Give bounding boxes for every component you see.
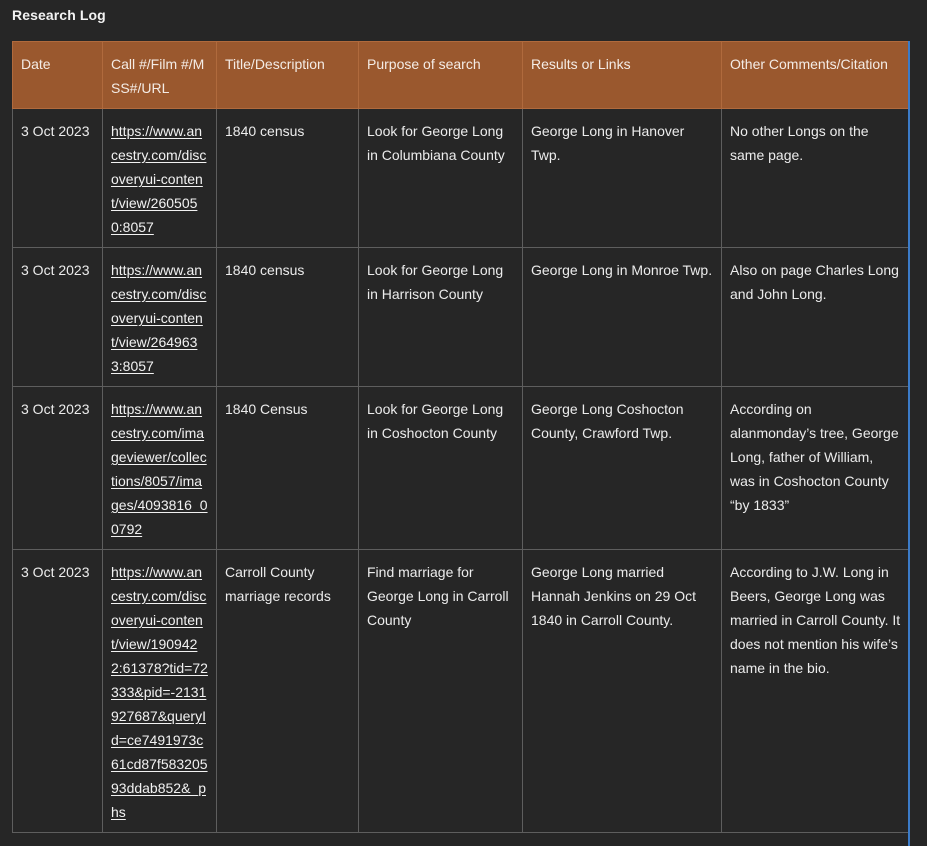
cell-title: 1840 census [217, 248, 359, 387]
cell-comments: According to J.W. Long in Beers, George Long was married in Carroll County. It does not mention his wife’s name in the bio. [722, 550, 910, 833]
cell-date: 3 Oct 2023 [13, 550, 103, 833]
cell-title: 1840 Census [217, 387, 359, 550]
research-log-table-container [12, 41, 910, 846]
cell-purpose: Find marriage for George Long in Carroll County [359, 550, 523, 833]
cell-date: 3 Oct 2023 [13, 109, 103, 248]
table-row [13, 550, 910, 833]
cell-comments: Also on page Charles Long and John Long. [722, 248, 910, 387]
cell-purpose: Look for George Long in Harrison County [359, 248, 523, 387]
url-link[interactable]: https://www.ancestry.com/discoveryui-content/view/1909422:61378?tid=72333&pid=-2131927687&queryId=ce7491973c61cd87f58320593ddab852&_phs [111, 564, 208, 820]
cell-comments: No other Longs on the same page. [722, 109, 910, 248]
cell-call-number [103, 248, 217, 387]
url-link[interactable]: https://www.ancestry.com/imageviewer/collections/8057/images/4093816_00792 [111, 401, 208, 537]
cell-purpose: Look for George Long in Columbiana County [359, 109, 523, 248]
table-row [13, 387, 910, 550]
cell-results: George Long Coshocton County, Crawford Twp. [523, 387, 722, 550]
cell-date: 3 Oct 2023 [13, 248, 103, 387]
column-header-call-number: Call #/Film #/MSS#/URL [103, 42, 217, 109]
research-log-table [12, 41, 910, 833]
table-row [13, 248, 910, 387]
cell-purpose: Look for George Long in Coshocton County [359, 387, 523, 550]
table-header-row [13, 42, 910, 109]
cell-results: George Long in Hanover Twp. [523, 109, 722, 248]
cell-call-number [103, 387, 217, 550]
url-link[interactable]: https://www.ancestry.com/discoveryui-content/view/2605050:8057 [111, 123, 207, 235]
table-row [13, 109, 910, 248]
cell-call-number [103, 109, 217, 248]
column-header-date: Date [13, 42, 103, 109]
column-header-comments: Other Comments/Citation [722, 42, 910, 109]
column-header-purpose: Purpose of search [359, 42, 523, 109]
cell-comments: According on alanmonday’s tree, George Long, father of William, was in Coshocton County “by 1833” [722, 387, 910, 550]
url-link[interactable]: https://www.ancestry.com/discoveryui-content/view/2649633:8057 [111, 262, 207, 374]
cell-call-number [103, 550, 217, 833]
page-title: Research Log [12, 7, 106, 23]
cell-title: Carroll County marriage records [217, 550, 359, 833]
column-header-results: Results or Links [523, 42, 722, 109]
cell-date: 3 Oct 2023 [13, 387, 103, 550]
column-header-title: Title/Description [217, 42, 359, 109]
cell-results: George Long in Monroe Twp. [523, 248, 722, 387]
cell-title: 1840 census [217, 109, 359, 248]
cell-results: George Long married Hannah Jenkins on 29 Oct 1840 in Carroll County. [523, 550, 722, 833]
